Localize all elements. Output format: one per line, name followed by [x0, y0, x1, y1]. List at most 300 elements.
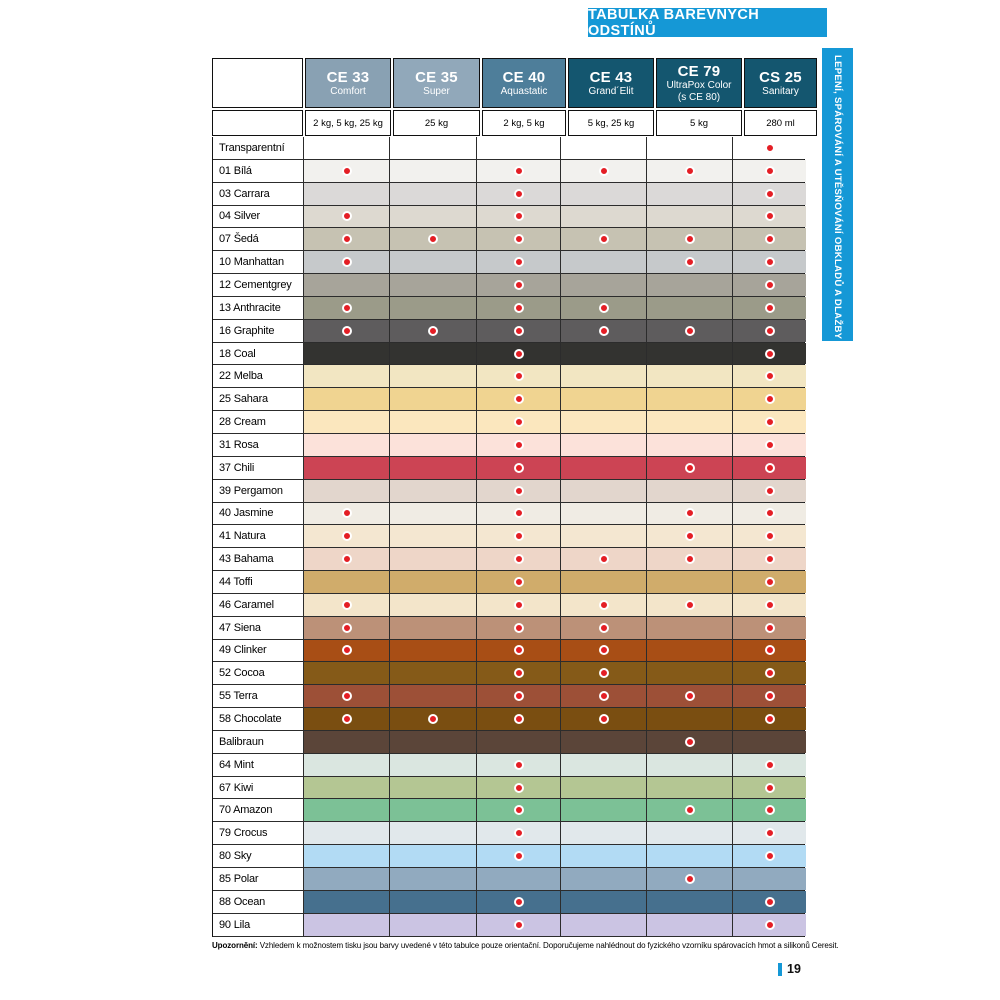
swatch-cell: [647, 365, 733, 387]
swatch-cell: [733, 274, 806, 296]
swatch-cell: [647, 411, 733, 433]
footnote-label: Upozornění:: [212, 941, 258, 950]
availability-dot: [765, 897, 775, 907]
availability-dot: [599, 326, 609, 336]
table-row: [213, 914, 804, 937]
footnote: [212, 941, 852, 950]
availability-dot: [514, 920, 524, 930]
swatch-cell: [561, 160, 647, 182]
swatch-cell: [390, 365, 477, 387]
availability-dot: [765, 531, 775, 541]
product-code: CS 25: [759, 68, 802, 86]
swatch-cell: [304, 503, 390, 525]
color-label: 55 Terra: [213, 685, 304, 707]
swatch-cell: [390, 434, 477, 456]
swatch-cell: [561, 571, 647, 593]
availability-dot: [765, 600, 775, 610]
swatch-cell: [561, 320, 647, 342]
swatch-cell: [390, 640, 477, 662]
swatch-cell: [733, 617, 806, 639]
pack-size-cell: 2 kg, 5 kg, 25 kg: [305, 110, 391, 136]
swatch-cell: [477, 708, 561, 730]
availability-dot: [685, 600, 695, 610]
swatch-cell: [561, 228, 647, 250]
color-label: 79 Crocus: [213, 822, 304, 844]
swatch-cell: [390, 822, 477, 844]
table-row: [213, 274, 804, 297]
availability-dot: [514, 166, 524, 176]
swatch-cell: [647, 228, 733, 250]
table-row: [213, 777, 804, 800]
availability-dot: [765, 394, 775, 404]
swatch-cell: [477, 183, 561, 205]
swatch-cell: [561, 274, 647, 296]
availability-dot: [514, 645, 524, 655]
availability-dot: [765, 668, 775, 678]
swatch-cell: [304, 206, 390, 228]
table-row: [213, 662, 804, 685]
swatch-cell: [647, 799, 733, 821]
swatch-cell: [733, 822, 806, 844]
availability-dot: [599, 645, 609, 655]
color-label: 18 Coal: [213, 343, 304, 365]
swatch-cell: [304, 868, 390, 890]
page-title-banner: [588, 8, 827, 37]
availability-dot: [765, 189, 775, 199]
availability-dot: [765, 828, 775, 838]
swatch-cell: [390, 388, 477, 410]
color-label: 46 Caramel: [213, 594, 304, 616]
product-header-ce35: [393, 58, 480, 108]
product-name-extra: (s CE 80): [677, 91, 721, 103]
table-row: [213, 548, 804, 571]
table-row: [213, 206, 804, 229]
table-row: [213, 411, 804, 434]
swatch-cell: [477, 685, 561, 707]
availability-dot: [599, 234, 609, 244]
swatch-cell: [304, 137, 390, 159]
swatch-cell: [733, 388, 806, 410]
table-row: [213, 297, 804, 320]
swatch-cell: [647, 297, 733, 319]
swatch-cell: [733, 914, 806, 936]
swatch-cell: [733, 754, 806, 776]
swatch-cell: [304, 274, 390, 296]
product-header-ce33: [305, 58, 391, 108]
product-name: UltraPox Color: [666, 80, 732, 92]
swatch-cell: [561, 868, 647, 890]
availability-dot: [514, 554, 524, 564]
swatch-cell: [304, 525, 390, 547]
availability-dot: [765, 851, 775, 861]
product-code: CE 40: [502, 68, 546, 86]
swatch-cell: [647, 525, 733, 547]
table-row: [213, 845, 804, 868]
swatch-cell: [561, 137, 647, 159]
swatch-cell: [733, 548, 806, 570]
availability-dot: [514, 531, 524, 541]
swatch-cell: [733, 685, 806, 707]
swatch-cell: [390, 571, 477, 593]
color-label: 01 Bílá: [213, 160, 304, 182]
swatch-cell: [647, 457, 733, 479]
table-row: [213, 708, 804, 731]
table-row: [213, 343, 804, 366]
availability-dot: [342, 714, 352, 724]
swatch-cell: [733, 525, 806, 547]
product-name: Sanitary: [762, 85, 799, 97]
swatch-cell: [477, 480, 561, 502]
swatch-cell: [647, 274, 733, 296]
availability-dot: [514, 257, 524, 267]
swatch-cell: [733, 777, 806, 799]
swatch-cell: [647, 480, 733, 502]
availability-dot: [514, 234, 524, 244]
product-code: CE 35: [415, 68, 458, 86]
swatch-cell: [477, 731, 561, 753]
availability-dot: [765, 508, 775, 518]
availability-dot: [765, 303, 775, 313]
color-label: 28 Cream: [213, 411, 304, 433]
color-label: 03 Carrara: [213, 183, 304, 205]
swatch-cell: [561, 434, 647, 456]
swatch-cell: [647, 160, 733, 182]
swatch-cell: [390, 457, 477, 479]
swatch-cell: [390, 685, 477, 707]
side-tab-label: LEPENÍ, SPÁROVÁNÍ A UTĚSŇOVÁNÍ OBKLADŮ A DLAŽBY: [832, 55, 843, 340]
swatch-cell: [477, 206, 561, 228]
availability-dot: [342, 600, 352, 610]
availability-dot: [685, 531, 695, 541]
swatch-cell: [304, 251, 390, 273]
color-label: 80 Sky: [213, 845, 304, 867]
page-number-value: 19: [787, 962, 801, 976]
availability-dot: [342, 531, 352, 541]
swatch-cell: [304, 365, 390, 387]
swatch-cell: [477, 297, 561, 319]
availability-dot: [514, 783, 524, 793]
table-row: [213, 183, 804, 206]
availability-dot: [514, 508, 524, 518]
swatch-cell: [477, 525, 561, 547]
table-row: [213, 594, 804, 617]
swatch-cell: [477, 868, 561, 890]
swatch-cell: [477, 365, 561, 387]
pack-size-cell: 5 kg: [656, 110, 742, 136]
swatch-cell: [477, 137, 561, 159]
availability-dot: [685, 166, 695, 176]
swatch-cell: [647, 640, 733, 662]
availability-dot: [342, 691, 352, 701]
color-label: 31 Rosa: [213, 434, 304, 456]
color-label: 58 Chocolate: [213, 708, 304, 730]
swatch-cell: [304, 571, 390, 593]
swatch-cell: [647, 320, 733, 342]
swatch-cell: [647, 343, 733, 365]
color-label: 22 Melba: [213, 365, 304, 387]
swatch-cell: [561, 777, 647, 799]
swatch-cell: [733, 457, 806, 479]
swatch-cell: [477, 320, 561, 342]
availability-dot: [514, 828, 524, 838]
swatch-cell: [390, 845, 477, 867]
swatch-cell: [390, 228, 477, 250]
swatch-cell: [390, 251, 477, 273]
swatch-cell: [561, 708, 647, 730]
swatch-cell: [647, 183, 733, 205]
swatch-cell: [477, 914, 561, 936]
swatch-cell: [561, 662, 647, 684]
availability-dot: [599, 668, 609, 678]
swatch-cell: [477, 617, 561, 639]
swatch-cell: [304, 799, 390, 821]
availability-dot: [514, 303, 524, 313]
table-row: [213, 137, 804, 160]
color-label: 47 Siena: [213, 617, 304, 639]
table-body: [212, 137, 805, 937]
color-label: 12 Cementgrey: [213, 274, 304, 296]
color-label: 90 Lila: [213, 914, 304, 936]
availability-dot: [685, 463, 695, 473]
swatch-cell: [561, 822, 647, 844]
swatch-cell: [561, 731, 647, 753]
swatch-cell: [647, 914, 733, 936]
color-label: 16 Graphite: [213, 320, 304, 342]
swatch-cell: [733, 662, 806, 684]
availability-dot: [685, 554, 695, 564]
swatch-cell: [733, 434, 806, 456]
swatch-cell: [647, 594, 733, 616]
swatch-cell: [304, 640, 390, 662]
swatch-cell: [561, 183, 647, 205]
product-code: CE 43: [589, 68, 633, 86]
availability-dot: [514, 600, 524, 610]
swatch-cell: [304, 822, 390, 844]
color-label: 04 Silver: [213, 206, 304, 228]
availability-dot: [765, 805, 775, 815]
table-row: [213, 434, 804, 457]
color-label: 25 Sahara: [213, 388, 304, 410]
swatch-cell: [477, 571, 561, 593]
availability-dot: [514, 211, 524, 221]
swatch-cell: [390, 411, 477, 433]
swatch-cell: [477, 457, 561, 479]
availability-dot: [765, 691, 775, 701]
swatch-cell: [304, 343, 390, 365]
swatch-cell: [390, 160, 477, 182]
table-row: [213, 503, 804, 526]
availability-dot: [765, 760, 775, 770]
swatch-cell: [733, 137, 806, 159]
color-label: 39 Pergamon: [213, 480, 304, 502]
swatch-cell: [304, 685, 390, 707]
availability-dot: [599, 691, 609, 701]
swatch-cell: [647, 754, 733, 776]
swatch-cell: [477, 594, 561, 616]
swatch-cell: [477, 662, 561, 684]
swatch-cell: [390, 480, 477, 502]
pack-size-cell: 5 kg, 25 kg: [568, 110, 654, 136]
swatch-cell: [477, 251, 561, 273]
availability-dot: [514, 760, 524, 770]
color-label: 13 Anthracite: [213, 297, 304, 319]
swatch-cell: [733, 183, 806, 205]
swatch-cell: [561, 343, 647, 365]
swatch-cell: [390, 891, 477, 913]
color-label: 52 Cocoa: [213, 662, 304, 684]
availability-dot: [342, 623, 352, 633]
availability-dot: [514, 714, 524, 724]
availability-dot: [765, 257, 775, 267]
product-code: CE 33: [326, 68, 370, 86]
availability-dot: [342, 257, 352, 267]
availability-dot: [514, 851, 524, 861]
pack-size-row: [212, 110, 805, 136]
swatch-cell: [561, 845, 647, 867]
swatch-cell: [477, 434, 561, 456]
pack-row-label-cell: [212, 110, 303, 136]
availability-dot: [685, 805, 695, 815]
availability-dot: [514, 394, 524, 404]
table-row: [213, 480, 804, 503]
swatch-cell: [304, 754, 390, 776]
swatch-cell: [477, 891, 561, 913]
availability-dot: [685, 234, 695, 244]
swatch-cell: [390, 343, 477, 365]
swatch-cell: [477, 799, 561, 821]
swatch-cell: [390, 183, 477, 205]
footnote-text: Vzhledem k možnostem tisku jsou barvy uvedené v této tabulce pouze orientační. Doporučujeme nahlédnout do fyzického vzorníku spárovacích hmot a silikonů Ceresit.: [259, 941, 839, 950]
swatch-cell: [647, 891, 733, 913]
swatch-cell: [561, 525, 647, 547]
swatch-cell: [304, 845, 390, 867]
availability-dot: [514, 623, 524, 633]
pack-size-cell: 2 kg, 5 kg: [482, 110, 566, 136]
swatch-cell: [647, 251, 733, 273]
swatch-cell: [733, 228, 806, 250]
availability-dot: [514, 349, 524, 359]
table-row: [213, 617, 804, 640]
color-label: 88 Ocean: [213, 891, 304, 913]
swatch-cell: [304, 708, 390, 730]
swatch-cell: [561, 480, 647, 502]
swatch-cell: [561, 365, 647, 387]
swatch-cell: [390, 503, 477, 525]
availability-dot: [765, 371, 775, 381]
availability-dot: [514, 417, 524, 427]
swatch-cell: [390, 662, 477, 684]
swatch-cell: [561, 251, 647, 273]
swatch-cell: [561, 754, 647, 776]
swatch-cell: [647, 685, 733, 707]
availability-dot: [514, 691, 524, 701]
availability-dot: [342, 554, 352, 564]
table-row: [213, 891, 804, 914]
availability-dot: [428, 326, 438, 336]
availability-dot: [514, 486, 524, 496]
swatch-cell: [561, 388, 647, 410]
swatch-cell: [647, 137, 733, 159]
color-label: 41 Natura: [213, 525, 304, 547]
color-label: 70 Amazon: [213, 799, 304, 821]
availability-dot: [765, 326, 775, 336]
availability-dot: [514, 805, 524, 815]
swatch-cell: [390, 708, 477, 730]
swatch-cell: [477, 343, 561, 365]
swatch-cell: [304, 548, 390, 570]
swatch-cell: [390, 297, 477, 319]
swatch-cell: [390, 548, 477, 570]
swatch-cell: [561, 617, 647, 639]
swatch-cell: [733, 799, 806, 821]
availability-dot: [599, 303, 609, 313]
table-row: [213, 822, 804, 845]
availability-dot: [765, 783, 775, 793]
swatch-cell: [390, 137, 477, 159]
swatch-cell: [390, 617, 477, 639]
swatch-cell: [390, 525, 477, 547]
swatch-cell: [561, 799, 647, 821]
swatch-cell: [304, 228, 390, 250]
swatch-cell: [390, 206, 477, 228]
availability-dot: [765, 920, 775, 930]
swatch-cell: [390, 274, 477, 296]
table-row: [213, 571, 804, 594]
color-label: 85 Polar: [213, 868, 304, 890]
product-name: Super: [423, 85, 450, 97]
table-row: [213, 799, 804, 822]
availability-dot: [685, 508, 695, 518]
table-row: [213, 365, 804, 388]
pack-size-cell: 25 kg: [393, 110, 480, 136]
availability-dot: [599, 554, 609, 564]
swatch-cell: [561, 594, 647, 616]
availability-dot: [342, 508, 352, 518]
swatch-cell: [304, 914, 390, 936]
swatch-cell: [304, 434, 390, 456]
availability-dot: [765, 234, 775, 244]
swatch-cell: [477, 822, 561, 844]
swatch-cell: [304, 183, 390, 205]
swatch-cell: [733, 640, 806, 662]
corner-header: KÓD BARVY: [212, 58, 303, 108]
table-row: [213, 868, 804, 891]
color-label: 40 Jasmine: [213, 503, 304, 525]
swatch-cell: [304, 160, 390, 182]
swatch-cell: [304, 480, 390, 502]
availability-dot: [765, 714, 775, 724]
table-row: [213, 388, 804, 411]
availability-dot: [685, 326, 695, 336]
availability-dot: [765, 417, 775, 427]
swatch-cell: [647, 822, 733, 844]
page-number-marker: [778, 963, 782, 976]
availability-dot: [599, 166, 609, 176]
swatch-cell: [304, 297, 390, 319]
color-label: 10 Manhattan: [213, 251, 304, 273]
swatch-cell: [304, 457, 390, 479]
product-name: Aquastatic: [500, 85, 548, 97]
page-number: [778, 962, 801, 976]
color-label: 67 Kiwi: [213, 777, 304, 799]
availability-dot: [765, 211, 775, 221]
availability-dot: [514, 440, 524, 450]
swatch-cell: [733, 206, 806, 228]
swatch-cell: [647, 617, 733, 639]
swatch-cell: [647, 571, 733, 593]
swatch-cell: [647, 845, 733, 867]
table-row: [213, 731, 804, 754]
